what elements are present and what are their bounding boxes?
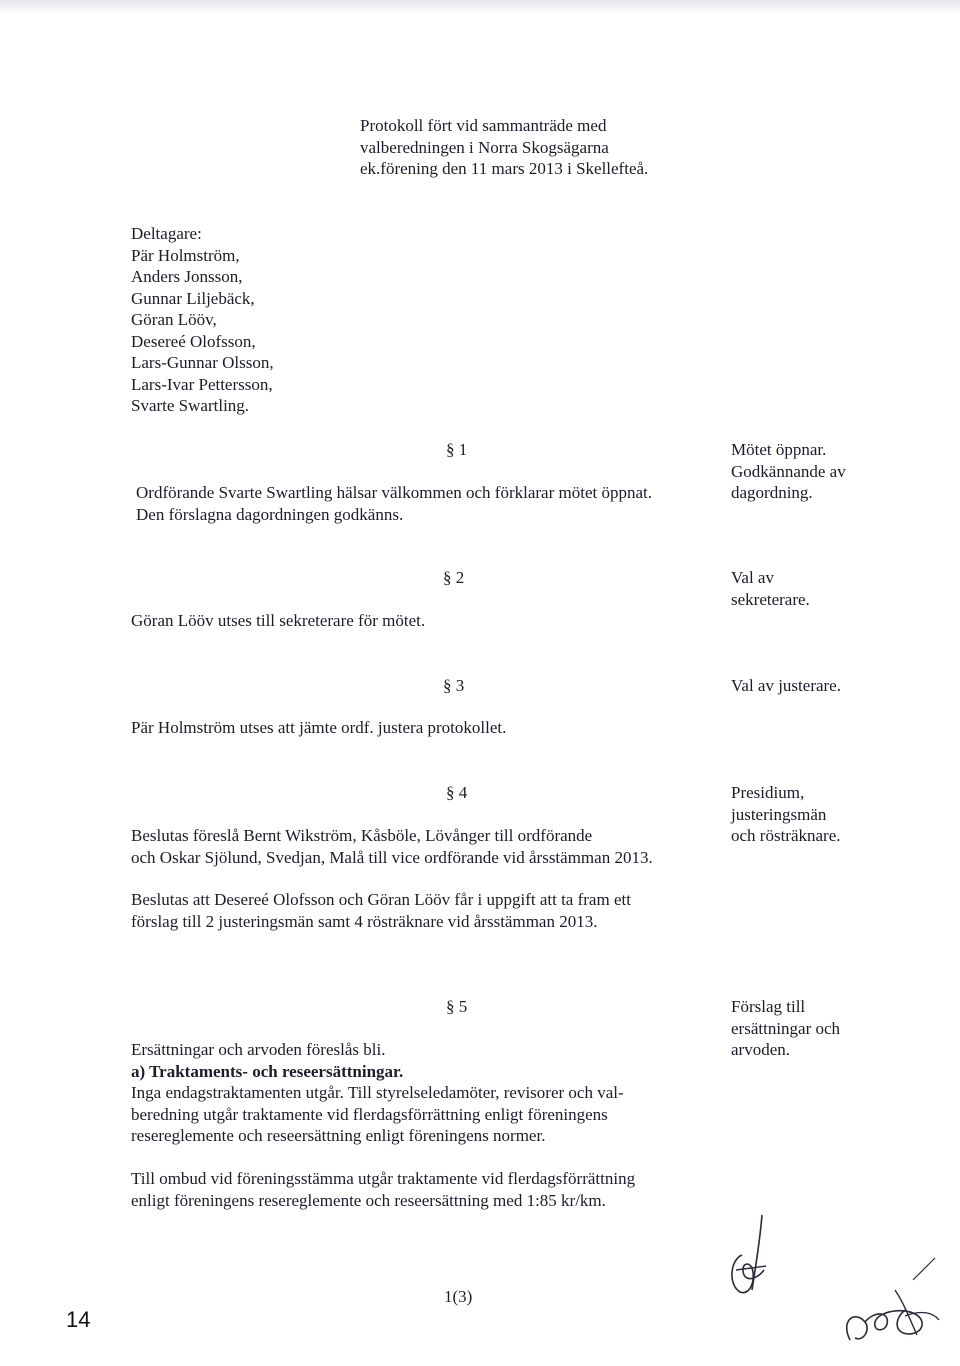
participant-name: Anders Jonsson, xyxy=(131,267,243,286)
section-4-number: § 4 xyxy=(446,783,468,802)
side-note-line: arvoden. xyxy=(731,1040,791,1059)
section-4-side-note xyxy=(731,782,841,847)
section-5-side-note xyxy=(731,996,840,1061)
side-note-line: Val av xyxy=(731,568,774,587)
section-3-number: § 3 xyxy=(443,676,465,695)
section-5-intro: Ersättningar och arvoden föreslås bli. xyxy=(131,1040,386,1059)
section-5-body xyxy=(131,1039,624,1147)
body-line: Till ombud vid föreningsstämma utgår traktamente vid flerdagsförrättning xyxy=(131,1169,636,1188)
body-line: Beslutas föreslå Bernt Wikström, Kåsböle, Lövånger till ordförande xyxy=(131,826,593,845)
signature-initials-1 xyxy=(722,1210,782,1300)
section-1-number: § 1 xyxy=(446,440,468,459)
body-line: beredning utgår traktamente vid flerdagsförrättning enligt föreningens xyxy=(131,1104,608,1124)
section-1-body xyxy=(136,482,652,525)
participant-name: Lars-Gunnar Olsson, xyxy=(131,353,274,372)
section-3-side-note xyxy=(731,675,841,697)
section-2-body xyxy=(131,610,425,632)
body-line: och Oskar Sjölund, Svedjan, Malå till vice ordförande vid årsstämman 2013. xyxy=(131,847,653,867)
body-line: Göran Lööv utses till sekreterare för mötet. xyxy=(131,611,426,630)
header-line: ek.förening den 11 mars 2013 i Skellefteå. xyxy=(360,159,649,178)
participant-name: Pär Holmström, xyxy=(131,245,240,265)
side-note-line: ersättningar och xyxy=(731,1018,841,1038)
section-1-side-note xyxy=(731,439,846,504)
side-note-line: dagordning. xyxy=(731,483,813,502)
body-line: Inga endagstraktamenten utgår. Till styrelseledamöter, revisorer och val- xyxy=(131,1083,624,1102)
body-line: Beslutas att Desereé Olofsson och Göran Lööv får i uppgift att ta fram ett xyxy=(131,890,631,909)
participant-name: Gunnar Liljebäck, xyxy=(131,288,255,308)
section-2-number: § 2 xyxy=(443,568,465,587)
section-5-body-2 xyxy=(131,1168,635,1211)
participant-name: Svarte Swartling. xyxy=(131,396,250,415)
body-line: Den förslagna dagordningen godkänns. xyxy=(136,504,404,524)
side-note-line: Mötet öppnar. xyxy=(731,440,827,459)
section-4-body xyxy=(131,825,653,868)
side-note-line: Presidium, xyxy=(731,783,805,802)
section-3-body xyxy=(131,717,506,739)
section-5-number: § 5 xyxy=(446,997,468,1016)
participant-name: Göran Lööv, xyxy=(131,310,217,329)
body-line: resereglemente och reseersättning enligt föreningens normer. xyxy=(131,1126,546,1145)
body-line: enligt föreningens resereglemente och reseersättning med 1:85 kr/km. xyxy=(131,1190,606,1210)
side-note-line: justeringsmän xyxy=(731,804,827,824)
signature-initials-2 xyxy=(835,1250,945,1350)
body-line: Pär Holmström utses att jämte ordf. justera protokollet. xyxy=(131,718,507,737)
participant-name: Lars-Ivar Pettersson, xyxy=(131,374,273,394)
scan-edge xyxy=(0,0,960,14)
side-note-line: sekreterare. xyxy=(731,589,810,609)
section-5-subheading: a) Traktaments- och reseersättningar. xyxy=(131,1061,404,1081)
participants-heading: Deltagare: xyxy=(131,224,202,243)
protocol-header xyxy=(360,115,648,180)
page-number: 1(3) xyxy=(444,1287,473,1306)
participants-list xyxy=(131,223,274,417)
section-4-body-2 xyxy=(131,889,631,932)
header-line: valberedningen i Norra Skogsägarna xyxy=(360,137,609,157)
corner-page-number: 14 xyxy=(66,1307,91,1332)
section-2-side-note xyxy=(731,567,810,610)
header-line: Protokoll fört vid sammanträde med xyxy=(360,116,607,135)
side-note-line: Godkännande av xyxy=(731,461,846,481)
side-note-line: Val av justerare. xyxy=(731,676,841,695)
body-line: förslag till 2 justeringsmän samt 4 rösträknare vid årsstämman 2013. xyxy=(131,911,598,931)
body-line: Ordförande Svarte Swartling hälsar välkommen och förklarar mötet öppnat. xyxy=(136,483,652,502)
participant-name: Desereé Olofsson, xyxy=(131,331,256,351)
side-note-line: Förslag till xyxy=(731,997,806,1016)
side-note-line: och rösträknare. xyxy=(731,826,841,845)
